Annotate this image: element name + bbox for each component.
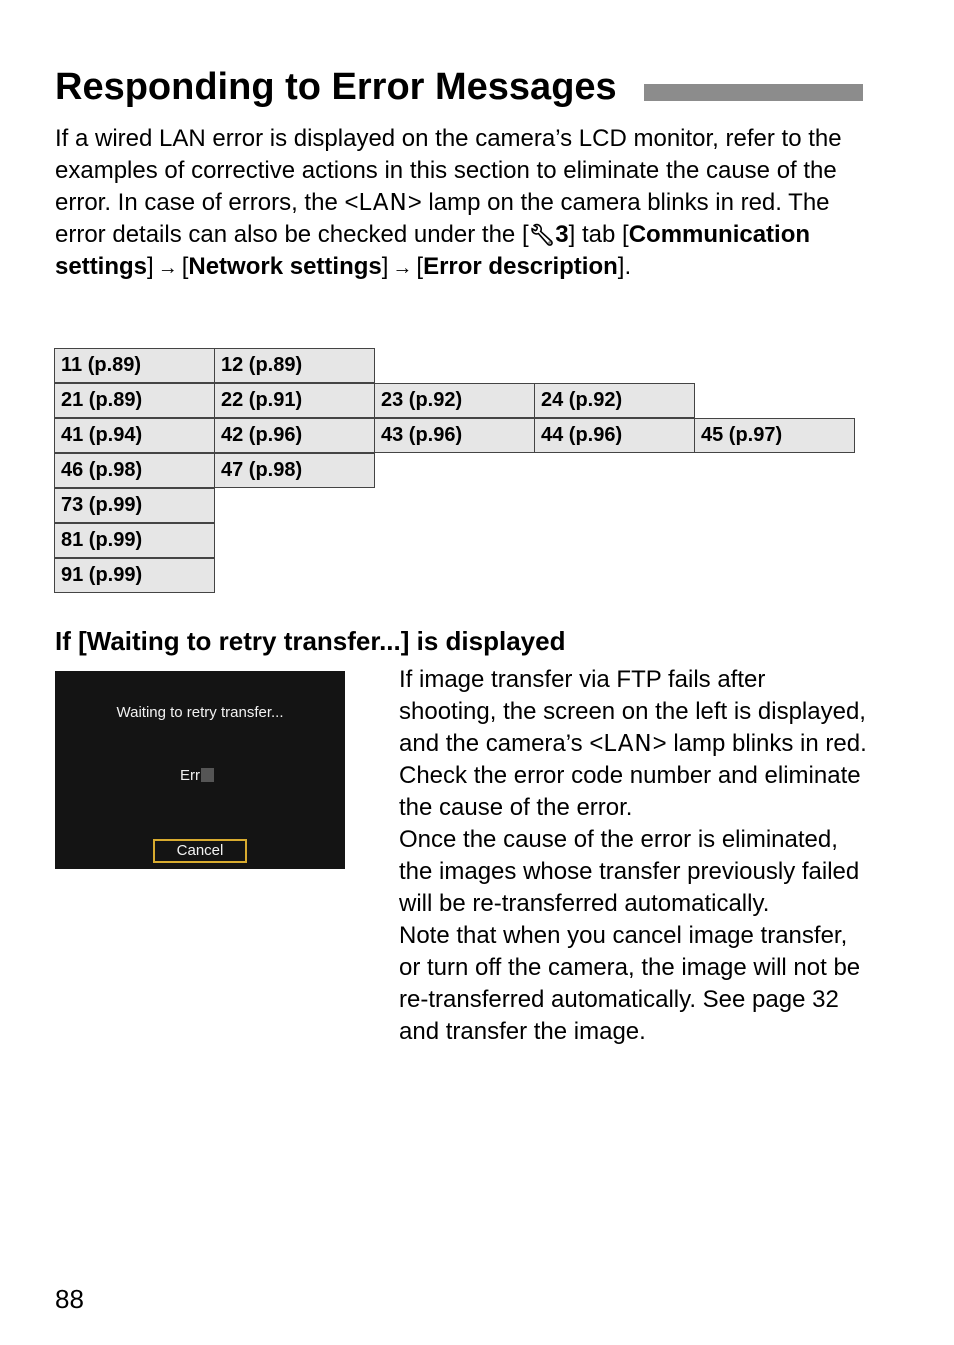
arrow-right-icon: → (157, 257, 178, 279)
intro-text-4: ] (147, 253, 154, 280)
arrow-right-icon: → (392, 257, 413, 279)
error-code-row (54, 558, 854, 593)
error-code-cell: 91 (p.99) (54, 558, 215, 593)
lan-lamp-label: LAN (603, 731, 653, 757)
error-code-cell: 12 (p.89) (214, 348, 375, 383)
lcd-cancel-button: Cancel (153, 839, 247, 863)
menu-error-description: Error description (423, 253, 618, 280)
section-paragraph-2: Once the cause of the error is eliminated, the images whose transfer previously failed will be re-transferred automatically. (399, 826, 860, 917)
lcd-waiting-message: Waiting to retry transfer... (116, 704, 284, 721)
error-code-cell: 42 (p.96) (214, 418, 375, 453)
section-paragraph-1 (399, 664, 869, 824)
error-code-cell: 46 (p.98) (54, 453, 215, 488)
error-code-cell: 24 (p.92) (534, 383, 695, 418)
intro-text-8: ]. (617, 253, 632, 280)
section-paragraph-3: Note that when you cancel image transfer, or turn off the camera, the image will not be re-transferred automatically. See page 32 and transfer the image. (399, 922, 861, 1045)
error-code-cell: 73 (p.99) (54, 488, 215, 523)
title-decoration-bar (644, 84, 863, 101)
menu-communication-settings: Communication settings (55, 221, 811, 280)
intro-text-1: If a wired LAN error is displayed on the camera’s LCD monitor, refer to the examples of corrective actions in this section to eliminate the cause of the error. In case of errors, the < (55, 125, 842, 216)
error-code-cell: 43 (p.96) (374, 418, 535, 453)
error-code-row (54, 488, 854, 523)
error-code-row (54, 348, 854, 383)
lan-lamp-label: LAN (358, 190, 408, 216)
menu-network-settings: Network settings (188, 253, 382, 280)
page-number: 88 (55, 1284, 84, 1314)
error-code-row (54, 383, 854, 418)
p1-text-a: If image transfer via FTP fails after shooting, the screen on the left is displayed, and the camera’s < (399, 666, 866, 757)
error-code-row (54, 418, 854, 453)
error-code-cell: 22 (p.91) (214, 383, 375, 418)
error-code-cell: 44 (p.96) (534, 418, 695, 453)
error-code-cell: 41 (p.94) (54, 418, 215, 453)
error-code-cell: 23 (p.92) (374, 383, 535, 418)
section-body (399, 664, 869, 1048)
section-heading: If [Waiting to retry transfer...] is displayed (55, 626, 566, 656)
wrench-icon: 🔧︎ (528, 223, 556, 247)
intro-paragraph (55, 123, 870, 284)
lcd-error-code (180, 767, 214, 784)
lcd-error-number-placeholder (201, 768, 214, 782)
error-code-table (54, 348, 854, 593)
error-code-cell: 45 (p.97) (694, 418, 855, 453)
error-code-row (54, 453, 854, 488)
tab-number: 3 (555, 221, 569, 248)
intro-text-2: > lamp on the camera blinks in red. The error details can also be checked under the [ (55, 189, 830, 248)
intro-text-3: ] tab [ (568, 221, 629, 248)
page-title: Responding to Error Messages (55, 66, 617, 108)
intro-text-5: [ (181, 253, 189, 280)
intro-text-7: [ (416, 253, 424, 280)
error-code-row (54, 523, 854, 558)
error-code-cell: 11 (p.89) (54, 348, 215, 383)
p1-text-b: > lamp blinks in red. Check the error code number and eliminate the cause of the error. (399, 730, 867, 821)
error-code-cell: 81 (p.99) (54, 523, 215, 558)
error-code-cell: 47 (p.98) (214, 453, 375, 488)
error-code-cell: 21 (p.89) (54, 383, 215, 418)
intro-text-6: ] (381, 253, 389, 280)
lcd-error-label: Err (180, 767, 200, 784)
lcd-screen-image (55, 671, 345, 869)
